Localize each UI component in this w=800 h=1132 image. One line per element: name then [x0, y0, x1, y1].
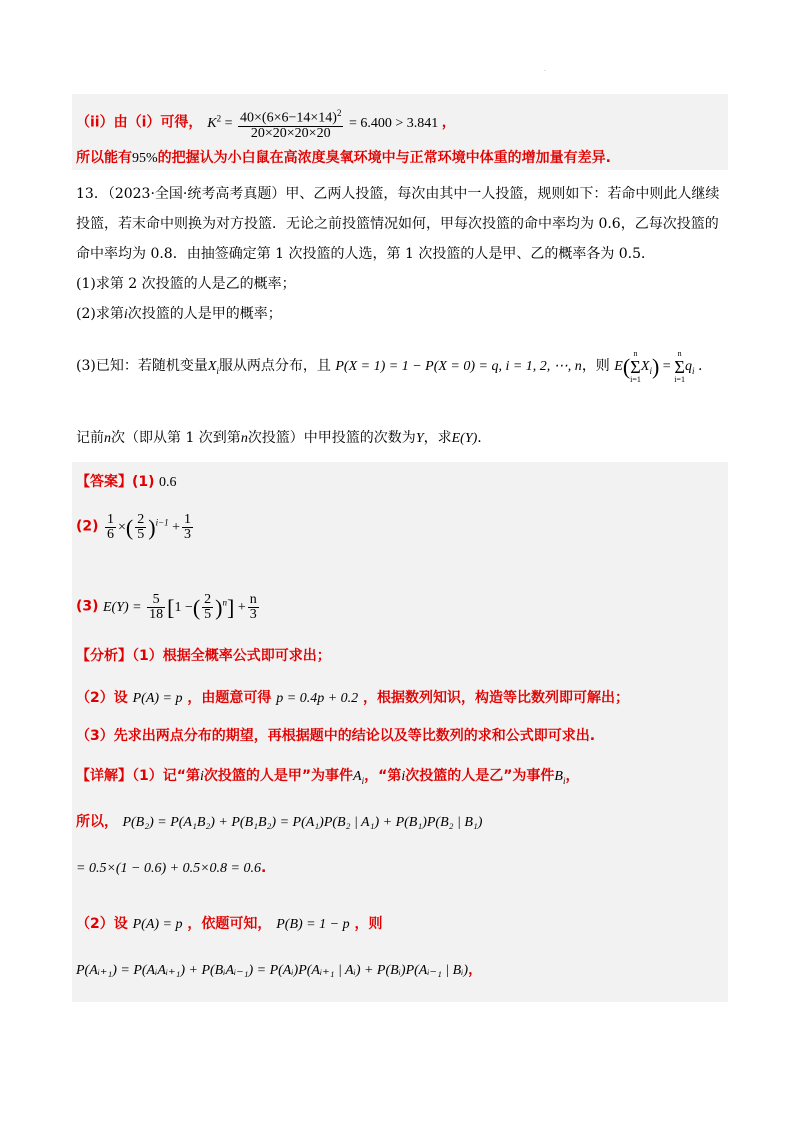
q3-end: . [697, 358, 703, 375]
q3-expect-lhs: E [614, 359, 623, 375]
q3-c: ，则 [581, 358, 610, 375]
q3-x: X [207, 359, 217, 375]
analysis-1 [76, 646, 331, 666]
q4-a: 记前 [76, 430, 104, 446]
analysis-label: 【分析】 [76, 648, 132, 664]
answer-1 [76, 472, 177, 493]
analysis-3: （3）先求出两点分布的期望，再根据题中的结论以及等比数列的求和公式即可求出. [76, 728, 596, 744]
answer-3 [76, 592, 261, 622]
analysis-2: （2）设 P(A) = p ，由题意可得 p = 0.4p + 0.2 ，根据数列知识，构造等比数列即可解出； [76, 690, 630, 706]
k2-end: ， [441, 114, 456, 131]
answer-1-prefix: (1) [132, 474, 155, 490]
detail-3-formula: = 0.5×(1 − 0.6) + 0.5×0.8 = 0.6 [76, 861, 262, 876]
q4-n2: n [240, 431, 248, 446]
q4-n1: n [104, 431, 111, 446]
detail-4-formula-1: P(A) = p [132, 917, 183, 932]
answer-3-formula: E(Y) = $\frac{5}{18}$ [1 −( $\frac{2}{5}$ )$^n$] + $\frac{n}{3}$ [103, 591, 257, 622]
answer-2 [76, 512, 195, 542]
conclusion-line [76, 148, 611, 169]
q4-end: . [477, 430, 482, 446]
conclusion-percent: 95% [132, 151, 158, 166]
problem-line-1: 13．（2023·全国·统考高考真题）甲、乙两人投篮，每次由其中一人投篮，规则如下：若命中则此人继续 [76, 186, 720, 202]
q4-c: 次投篮）中甲投篮的次数为 [247, 430, 416, 446]
question-3: (3)已知：若随机变量$X_i$服从两点分布，且 P(X = 1) = 1 − P(X = 0) = q, i = 1, 2, ⋯, n，则 E( n Σ i=1 $X_i$) = n Σ i=1 $q_i$ . [76, 349, 703, 384]
answer-3-prefix: (3) [76, 598, 99, 615]
q4-b: 次（即从第 1 次到第 [111, 430, 241, 446]
detail-4: （2）设 P(A) = p ，依题可知， P(B) = 1 − p ，则 [76, 916, 383, 932]
q2-i: i [123, 307, 128, 322]
detail-5: P(Aᵢ₊₁) = P(AᵢAᵢ₊₁) + P(BᵢAᵢ₋₁) = P(Aᵢ)P(Aᵢ₊₁ | Aᵢ) + P(Bᵢ)P(Aᵢ₋₁ | Bᵢ)， [76, 962, 483, 978]
problem-line-3: 命中率均为 0.8．由抽签确定第 1 次投篮的人选，第 1 次投篮的人是甲、乙的概率各为 0.5． [76, 246, 656, 262]
analysis-formula-1: P(A) = p [132, 691, 183, 706]
answer-1-value: 0.6 [159, 475, 177, 490]
part-ii-prefix: （ii）由（i）可得， [76, 114, 203, 131]
question-2 [76, 304, 282, 325]
k-squared-formula: $K^2$ = $\frac{40\times(6\times 6-14\times 14)^2}{20\times 20\times 20\times 20}$ = 6.400 > 3.841 [207, 108, 439, 141]
q2-b: 次投篮的人是甲的概率； [127, 306, 282, 322]
k2-denominator: 20×20×20×20 [250, 125, 331, 141]
detail-1: 【详解】（1）记“第i次投篮的人是甲”为事件$A_i$，“第i次投篮的人是乙”为事件$B_i$， [76, 768, 580, 786]
q3-a: (3)已知：若随机变量 [76, 358, 208, 375]
q3-expectation: E( n Σ i=1 $X_i$) = n Σ i=1 $q_i$ [614, 349, 695, 384]
k2-lhs: K [207, 115, 217, 131]
k2-numerator: 40×(6×6−14×14) [240, 110, 337, 126]
part-ii-line [76, 106, 456, 141]
k2-fraction: $\frac{40\times(6\times 6-14\times 14)^2}{20\times 20\times 20\times 20}$ [240, 108, 342, 141]
answer-2-formula: $\frac{1}{6}$ ×( $\frac{2}{5}$ )$^{i-1}$ + $\frac{1}{3}$ [107, 511, 192, 542]
k2-rhs: = 6.400 > 3.841 [348, 115, 439, 131]
detail-label: 【详解】 [76, 768, 132, 784]
detail-3: = 0.5×(1 − 0.6) + 0.5×0.8 = 0.6. [76, 860, 267, 876]
q4-d: ，求 [423, 430, 452, 446]
q3-b: 服从两点分布，且 [218, 358, 331, 375]
q4-ey: E(Y) [451, 431, 478, 446]
detail-2-prefix: 所以， [76, 814, 118, 830]
conclusion-b: 的把握认为小白鼠在高浓度臭氧环境中与正常环境中体重的增加量有差异. [157, 150, 611, 166]
analysis-step-1: （1）根据全概率公式即可求出； [132, 648, 331, 664]
detail-5-formula: P(Aᵢ₊₁) = P(AᵢAᵢ₊₁) + P(BᵢAᵢ₋₁) = P(Aᵢ)P(Aᵢ₊₁ | Aᵢ) + P(Bᵢ)P(Aᵢ₋₁ | Bᵢ) [76, 963, 469, 978]
q3-expect-rhs: q [684, 359, 692, 375]
header-mark: . [544, 66, 546, 73]
answer-2-prefix: (2) [76, 518, 99, 535]
q2-a: (2)求第 [76, 306, 124, 322]
q4-y: Y [415, 431, 424, 446]
conclusion-a: 所以能有 [76, 150, 132, 166]
analysis-formula-2: p = 0.4p + 0.2 [276, 691, 359, 706]
question-3-cont [76, 428, 482, 449]
detail-2 [76, 812, 482, 833]
question-1: (1)求第 2 次投篮的人是乙的概率； [76, 276, 296, 292]
problem-line-2: 投篮，若末命中则换为对方投篮．无论之前投篮情况如何，甲每次投篮的命中率均为 0.6，乙每次投篮的 [76, 216, 719, 232]
detail-4-formula-2: P(B) = 1 − p [276, 917, 350, 932]
q3-formula: P(X = 1) = 1 − P(X = 0) = q, i = 1, 2, ⋯, n [335, 359, 582, 375]
answer-label: 【答案】 [76, 474, 132, 490]
detail-2-formula: P(B₂) = P(A₁B₂) + P(B₁B₂) = P(A₁)P(B₂ | A₁) + P(B₁)P(B₂ | B₁) [122, 815, 483, 830]
